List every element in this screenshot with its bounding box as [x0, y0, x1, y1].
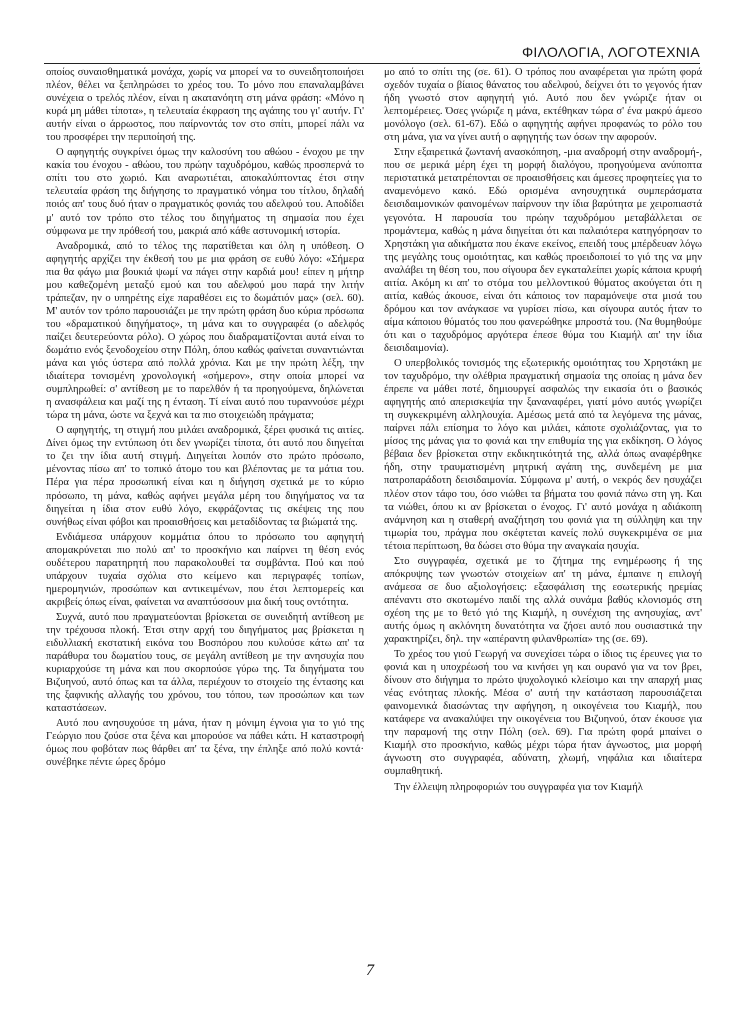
paragraph: μο από το σπίτι της (σε. 61). Ο τρόπος που αναφέρεται για πρώτη φορά σχεδόν τυχαία ο βίαιος θάνατος του αδελφού, δείχνει ότι το γεγονός ήταν ήδη γνωστό στον αφηγητή γιό. Αυτό που δεν γνώριζε ήταν οι λεπτομέρειες. Όσες γνώριζε η μάνα, εκτέθηκαν τώρα σ' ένα μακρύ άμεσο μονόλογο (σελ. 61-67). Εδώ ο αφηγητής αφήνει προφανώς το ρόλο του στη μάνα, για να γίνει αυτή ο αφηγητής των όσων την αφορούν. — [384, 67, 702, 144]
page-number: 7 — [366, 962, 374, 979]
paragraph: Ο υπερβολικός τονισμός της εξωτερικής ομοιότητας του Χρηστάκη με τον ταχυδρόμο, την ολέθρια πραγματική σημασία της οποίας η μάνα δεν έπρεπε να μάθει ποτέ, δημιουργεί ασφαλώς την εικασία ότι ο βασικός αφηγητής από απερισκεψία την ξαναναφέρει, γιατί μόνο αυτός γνωρίζει τη συγκεκριμένη αλληλουχία. Αμέσως μετά από τα λεγόμενα της μάνας, παίρνει πάλι επίσημα το λόγο και μιλάει, κάποτε σχολιάζοντας, για το μίσος της μάνας για το φονιά και την επιθυμία της για εκδίκηση. Ο λόγος βέβαια δεν βρίσκεται στην εκδικητικότητά της, αλλά όπως αναφέρθηκε ήδη, στην τραυματισμένη μητρική αγάπη της, συνδεμένη με μια πατροπαράδοτη δεισιδαιμονία. Σύμφωνα μ' αυτή, ο νεκρός δεν ησυχάζει πλέον στον τάφο του, όσο νιώθει τα βήματα του φονιά πάνω στη γη. Και τα νιώθει, όπου κι αν βρίσκεται ο ένοχος. Γι' αυτό μονάχα η αδιάκοπη ανάμνηση και η σταθερή αναζήτηση του φονιά για τη σύλληψη και την τιμωρία του, πράγμα που σκέφτεται κανείς πολύ συγκεκριμένα σε μια τέτοια περίπτωση, θα δώσει στο θύμα την αναγκαία ησυχία. — [384, 358, 702, 552]
paragraph: Το χρέος του γιού Γεωργή να συνεχίσει τώρα ο ίδιος τις έρευνες για το φονιά και η υποχρέωσή του να κινήσει γη και ουρανό για να τον βρει, δίνουν στο διήγημα το πρώτο ψυχολογικό κλείσιμο και την απαρχή μιας νέας ενότητας πλοκής. Μέσα σ' αυτή την κατάσταση παρουσιάζεται φαινομενικά διασώντας την αφήγηση, η οικογένεια του Κιαμήλ, που κατάφερε να ανακαλύψει την οικογένεια του Βιζυηνού, όταν έκουσε για την παραμονή της στην Πόλη (σελ. 69). Για πρώτη φορά μπαίνει ο Κιαμήλ στο προσκήνιο, καθώς μέχρι τώρα ήταν άγνωστος, μια μορφή άγνωστη στο συγγραφέα, αδύνατη, χλωμή, νηφάλια και ιδιαίτερα συμπαθητική. — [384, 649, 702, 778]
paragraph: Ενδιάμεσα υπάρχουν κομμάτια όπου το πρόσωπο του αφηγητή απομακρύνεται πιο πολύ απ' το προσκήνιο και παίρνει τη θέση ενός ουδέτερου παρατηρητή που παρακολουθεί τα συμβάντα. Πού και πού υπάρχουν τυχαία σχόλια στο κείμενο και περιγραφές τοπίων, ημερομηνιών, προσώπων και αντικειμένων, που έτσι λεπτομερείς και ακριβείς όπως είναι, φαίνεται να αναπτύσσουν μια δική τους οντότητα. — [46, 531, 364, 608]
paragraph: Ο αφηγητής συγκρίνει όμως την καλοσύνη του αθώου - ένοχου με την κακία του ένοχου - αθώου, του πρώην ταχυδρόμου, καθώς προσπερνά το σπίτι του στο χωριό. Και αναρωτιέται, αποκαλύπτοντας έτσι στην τελευταία φράση της διήγησης το πραγματικό νόημα του τίτλου, δηλαδή ποιός απ' τους δυό ήταν ο πραγματικός φονιάς του αδελφού του. Αποδίδει μ' αυτό τον τρόπο στο τέλος του διηγήματος τη σημασία που έχει σύμφωνα με την πρόθεσή του, μακριά από κάθε αστυνομική ιστορία. — [46, 147, 364, 237]
paragraph: Στην εξαιρετικά ζωντανή ανασκόπηση, -μια αναδρομή στην αναδρομή-, που σε μερικά μέρη έχει τη μορφή διαλόγου, προηγούμενα ανύποπτα περιστατικά μετατρέπονται σε προαισθήσεις και άμεσες προφητείες για το αναμενόμενο κακό. Εδώ ορισμένα ανησυχητικά συμπεράσματα δεισιδαιμονικών φαινομένων παίρνουν την ίδια βαρύτητα με χειροπιαστά γεγονότα. Η παρουσία του πρώην ταχυδρόμου μεταβάλλεται σε προμάντεμα, καθώς η μάνα διηγείται ότι και παλαιότερα κατηγόρησαν το Χρηστάκη για αδικήματα που έκανε εκείνος, επειδή τους μπέρδευαν λόγω της μεγάλης τους ομοιότητας, και καθώς προειδοποιεί το γιό της να μην αναλάβει τη θέση του, που σίγουρα δεν εγκαταλείπει χωρίς κάποια κρυφή αιτία. Ακόμη κι απ' το στόμα του μελλοντικού θύματος ακούγεται ότι η αιτία, καθώς άκουσε, είναι ότι κάποιος τον παραμόνεψε στα μισά του δρόμου και τον ανάγκασε να γυρίσει πίσω, και σίγουρα αυτός ήταν το αίμα κάποιου θύματός του που φανερώθηκε μπροστά του. (Να θυμηθούμε ότι και ο ταχυδρόμος αργότερα έπεσε θύμα του Κιαμήλ απ' την ίδια δεισιδαιμονία). — [384, 147, 702, 354]
text-columns — [46, 66, 702, 946]
paragraph: Την έλλειψη πληροφοριών του συγγραφέα για τον Κιαμήλ — [394, 781, 643, 793]
right-column — [384, 66, 702, 946]
left-column — [46, 66, 364, 946]
paragraph: Στο συγγραφέα, σχετικά με το ζήτημα της ενημέρωσης ή της απόκρυψης των γνωστών στοιχείων απ' τη μάνα, έμπαινε η επιλογή ανάμεσα σε δυο αξιολογήσεις: εξασφάλιση της εσωτερικής ηρεμίας απέναντι στο σκοτωμένο παιδί της αλλά συνάμα βαθύς κλονισμός στη σχέση της με το θετό γιό της Κιαμήλ, η συνέχιση της ανησυχίας, αντ' αυτής όμως η ακλόνητη δυνατότητα να ζήσει αυτό που ουσιαστικά την χαρακτηρίζει, δηλ. την «απέραντη φιλανθρωπία» της (σε. 69). — [384, 555, 702, 646]
paragraph: Συχνά, αυτό που πραγματεύονται βρίσκεται σε συνειδητή αντίθεση με την τρέχουσα πλοκή. Έτσι στην αρχή του διηγήματος μας βρίσκεται η ειδυλλιακή εκστατική εικόνα του Βοσπόρου που κυλούσε κάτω απ' τα παράθυρα του δωματίου τους, σε μεγάλη αντίθεση με την ανησυχία που κυριαρχούσε τη μάνα και που σκορπούσε γύρω της. Τα διηγήματα του Βιζυηνού, αυτό όπως και τα άλλα, περιέχουν το στοιχείο της έντασης και της ξαφνικής αλλαγής του χρόνου, του τόπου, των προσώπων και των καταστάσεων. — [46, 611, 364, 715]
running-header — [44, 44, 700, 64]
paragraph: οποίος συναισθηματικά μονάχα, χωρίς να μπορεί να το συνειδητοποιήσει πλέον, θέλει να ξεπληρώσει το χρέος του. Το μόνο που επαναλαμβάνει συνέχεια ο τρελός πλέον, είναι η ακατανόητη στη μάνα φράση: «Μόνο η κυρά μη μάθει τίποτα», η τελευταία έκφραση της αγάπης του γι' αυτήν. Γι' αυτήν είναι ο άρρωστος, που παίρνοντάς τον στο σπίτι, μπορεί πάλι να του προσφέρει την περιποίησή της. — [46, 67, 364, 144]
paragraph: Αυτό που ανησυχούσε τη μάνα, ήταν η μόνιμη έγνοια για το γιό της Γεώργιο που ζούσε στα ξένα και μπορούσε να πάθει κάτι. Η καταστροφή όμως που φοβόταν πως θάρθει απ' τα ξένα, την έπληξε από πολύ κοντά· συνέβηκε πέντε ώρες δρόμο — [46, 718, 364, 769]
header-title: ΦΙΛΟΛΟΓΙΑ, ΛΟΓΟΤΕΧΝΙΑ — [521, 44, 700, 60]
paragraph: Ο αφηγητής, τη στιγμή που μιλάει αναδρομικά, ξέρει φυσικά τις αιτίες. Δίνει όμως την εντύπωση ότι δεν γνωρίζει τίποτα, ότι αυτό που διηγείται το ζει την ίδια αυτή στιγμή. Διηγείται λοιπόν στο πρώτο πρόσωπο, μένοντας πίσω απ' το τοπικό άτομο του και βλέποντας με τα μάτια του. Πέρα για πέρα προσωπική είναι και η διήγηση σχετικά με το κύριο πρόσωπο, τη μάνα, καθώς αφήνει μεγάλα μέρη του διηγήματος να τα διηγείται η ίδια στον ευθύ λόγο, εκφράζοντας τις σκέψεις της που συνήθως είναι φόβοι και προαισθήσεις και μεταδίδοντας τα βιώματά της. — [46, 425, 364, 528]
paragraph: Αναδρομικά, από το τέλος της παρατίθεται και όλη η υπόθεση. Ο αφηγητής αρχίζει την έκθεσή του με μια φράση σε ευθύ λόγο: «Σήμερα πια θα φάγω μια βουκιά ψωμί να πάγει στην καρδιά μου! είπεν η μήτηρ μου καθεζομένη μεταξύ εμού και του αδελφού μου παρά την λιτήν τράπεζαν, ην ο υπηρέτης είχε παραθέσει εις το δωμάτιόν μας» (σελ. 60). Μ' αυτόν τον τρόπο παρουσιάζει με την πρώτη φράση δυο κύρια πρόσωπα του «δραματικού διηγήματος», τη μάνα και το συγγραφέα (ο αδελφός παίζει δευτερεύοντα ρόλο). Ο χώρος που διαδραματίζονται αυτά είναι το δωμάτιο ενός ξενοδοχείου στην Πόλη, όπου καθώς φαίνεται συναντιώνται μάνα και γιός ύστερα από πολλά χρόνια. Και με την πρώτη λέξη, την ιδιαίτερα τονισμένη χρονολογική «σήμερον», στην οποία μπορεί να συμπληρωθεί: σ' αντίθεση με το παρελθόν ή τα προηγούμενα, δηλώνεται η ανασφάλεια και μαζί της η ένταση. Τί είναι αυτό που τυραννούσε μέχρι τώρα τη μάνα, ώστε να ξεχνά και τα πιο στοιχειώδη πράγματα; — [46, 240, 364, 422]
